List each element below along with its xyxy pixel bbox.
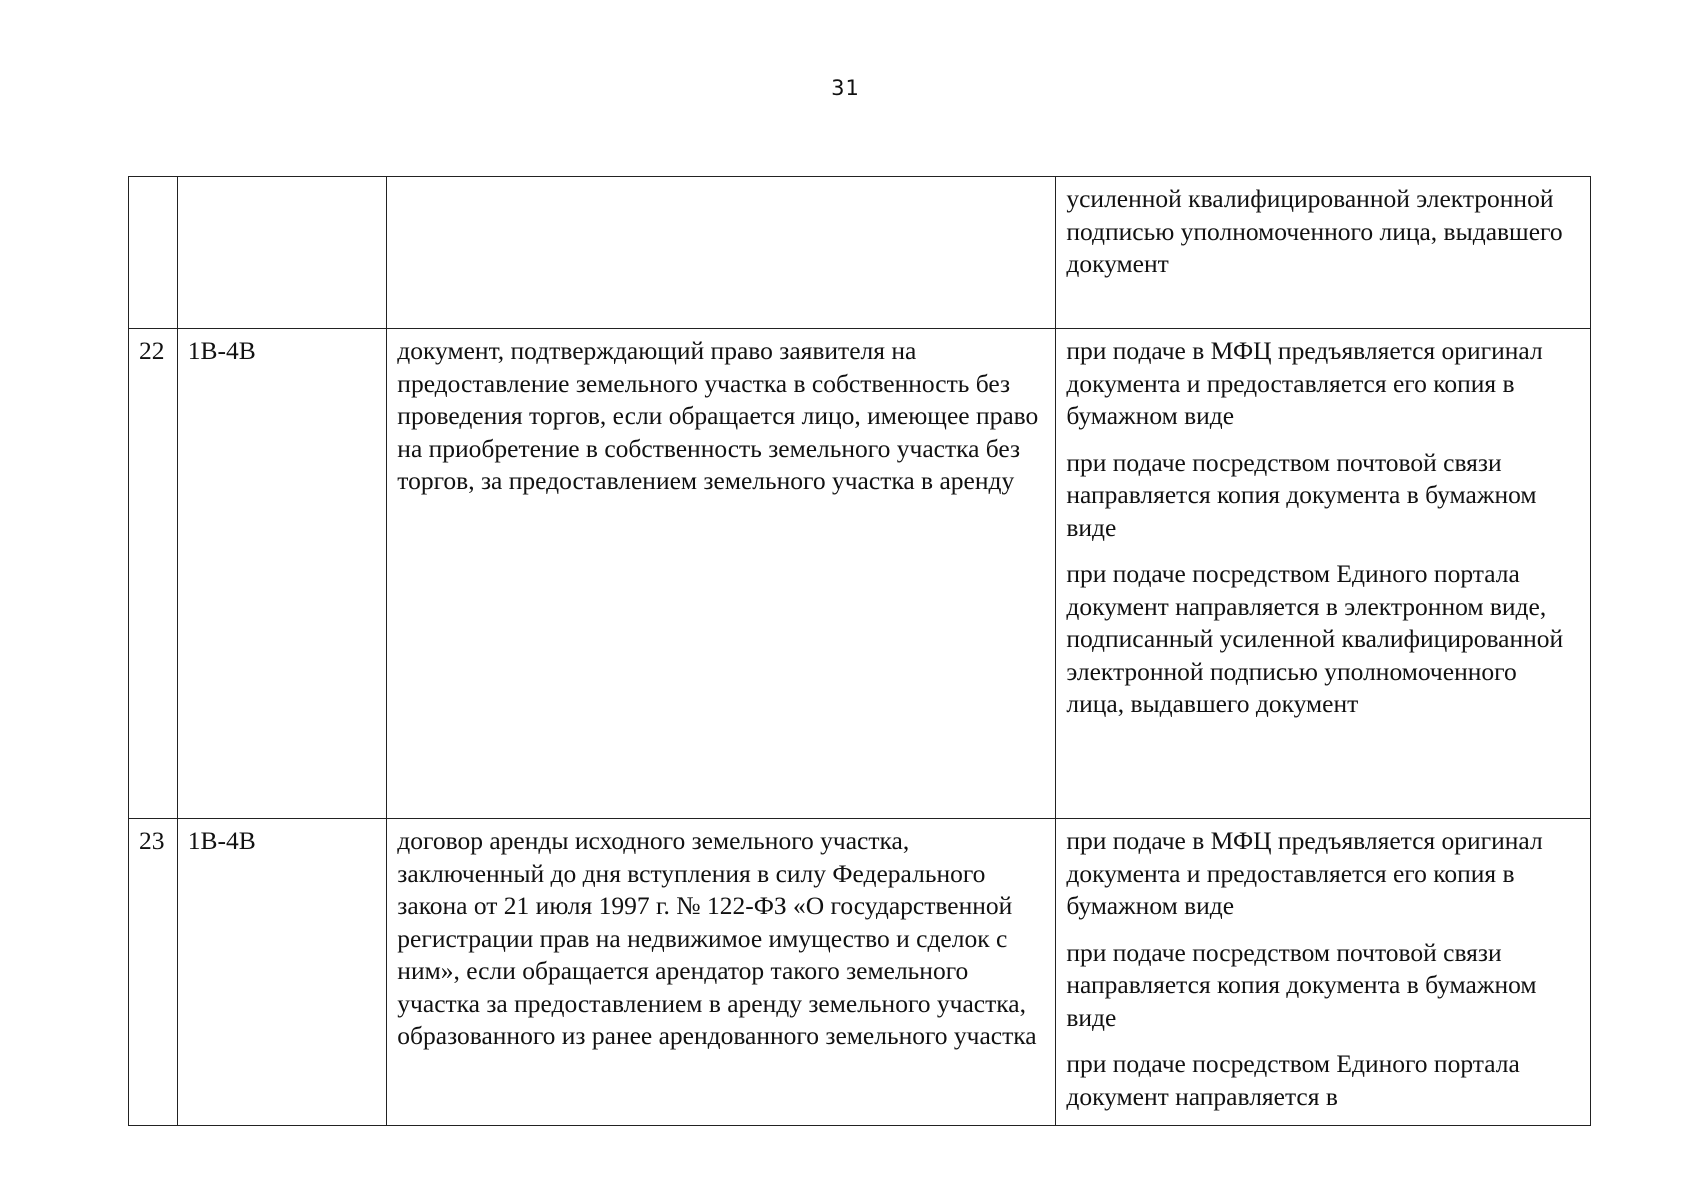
- table-row: [129, 819, 1591, 1126]
- submission-method-text: при подаче в МФЦ предъявляется оригинал документа и предоставляется его копия в бумажном виде: [1066, 336, 1543, 430]
- submission-method-text: при подаче посредством почтовой связи направляется копия документа в бумажном виде: [1066, 447, 1537, 542]
- row-description-cell: [387, 177, 1056, 329]
- submission-method-text: при подаче посредством Единого портала документ направляется в электронном виде, подписанный усиленной квалифицированной электронной подписью уполномоченного лица, выдавшего документ: [1066, 559, 1564, 718]
- submission-method-text: при подаче посредством почтовой связи направляется копия документа в бумажном виде: [1066, 937, 1537, 1032]
- row-methods-cell: [1056, 819, 1591, 1126]
- row-code-cell: [177, 177, 387, 329]
- row-number-cell: 23: [129, 819, 178, 1126]
- submission-method-text: при подаче посредством Единого портала документ направляется в: [1066, 1049, 1520, 1111]
- row-number-cell: 22: [129, 329, 178, 819]
- submission-method-text: усиленной квалифицированной электронной подписью уполномоченного лица, выдавшего документ: [1066, 184, 1563, 278]
- row-description-cell: договор аренды исходного земельного участка, заключенный до дня вступления в силу Федерального закона от 21 июля 1997 г. № 122-ФЗ «О государственной регистрации прав на недвижимое имущество и сделок с ним», если обращается арендатор такого земельного участка за предоставлением в аренду земельного участка, образованного из ранее арендованного земельного участка: [387, 819, 1056, 1126]
- documents-table: [128, 176, 1591, 1126]
- row-description-cell: документ, подтверждающий право заявителя на предоставление земельного участка в собственность без проведения торгов, если обращается лицо, имеющее право на приобретение в собственность земельного участка без торгов, за предоставлением земельного участка в аренду: [387, 329, 1056, 819]
- row-code-cell: 1В-4В: [177, 819, 387, 1126]
- row-number-cell: [129, 177, 178, 329]
- table-row: [129, 329, 1591, 819]
- row-methods-cell: [1056, 177, 1591, 329]
- page-number: 31: [831, 76, 860, 100]
- row-code-cell: 1В-4В: [177, 329, 387, 819]
- table-row: [129, 177, 1591, 329]
- submission-method-text: при подаче в МФЦ предъявляется оригинал документа и предоставляется его копия в бумажном виде: [1066, 826, 1543, 920]
- row-methods-cell: [1056, 329, 1591, 819]
